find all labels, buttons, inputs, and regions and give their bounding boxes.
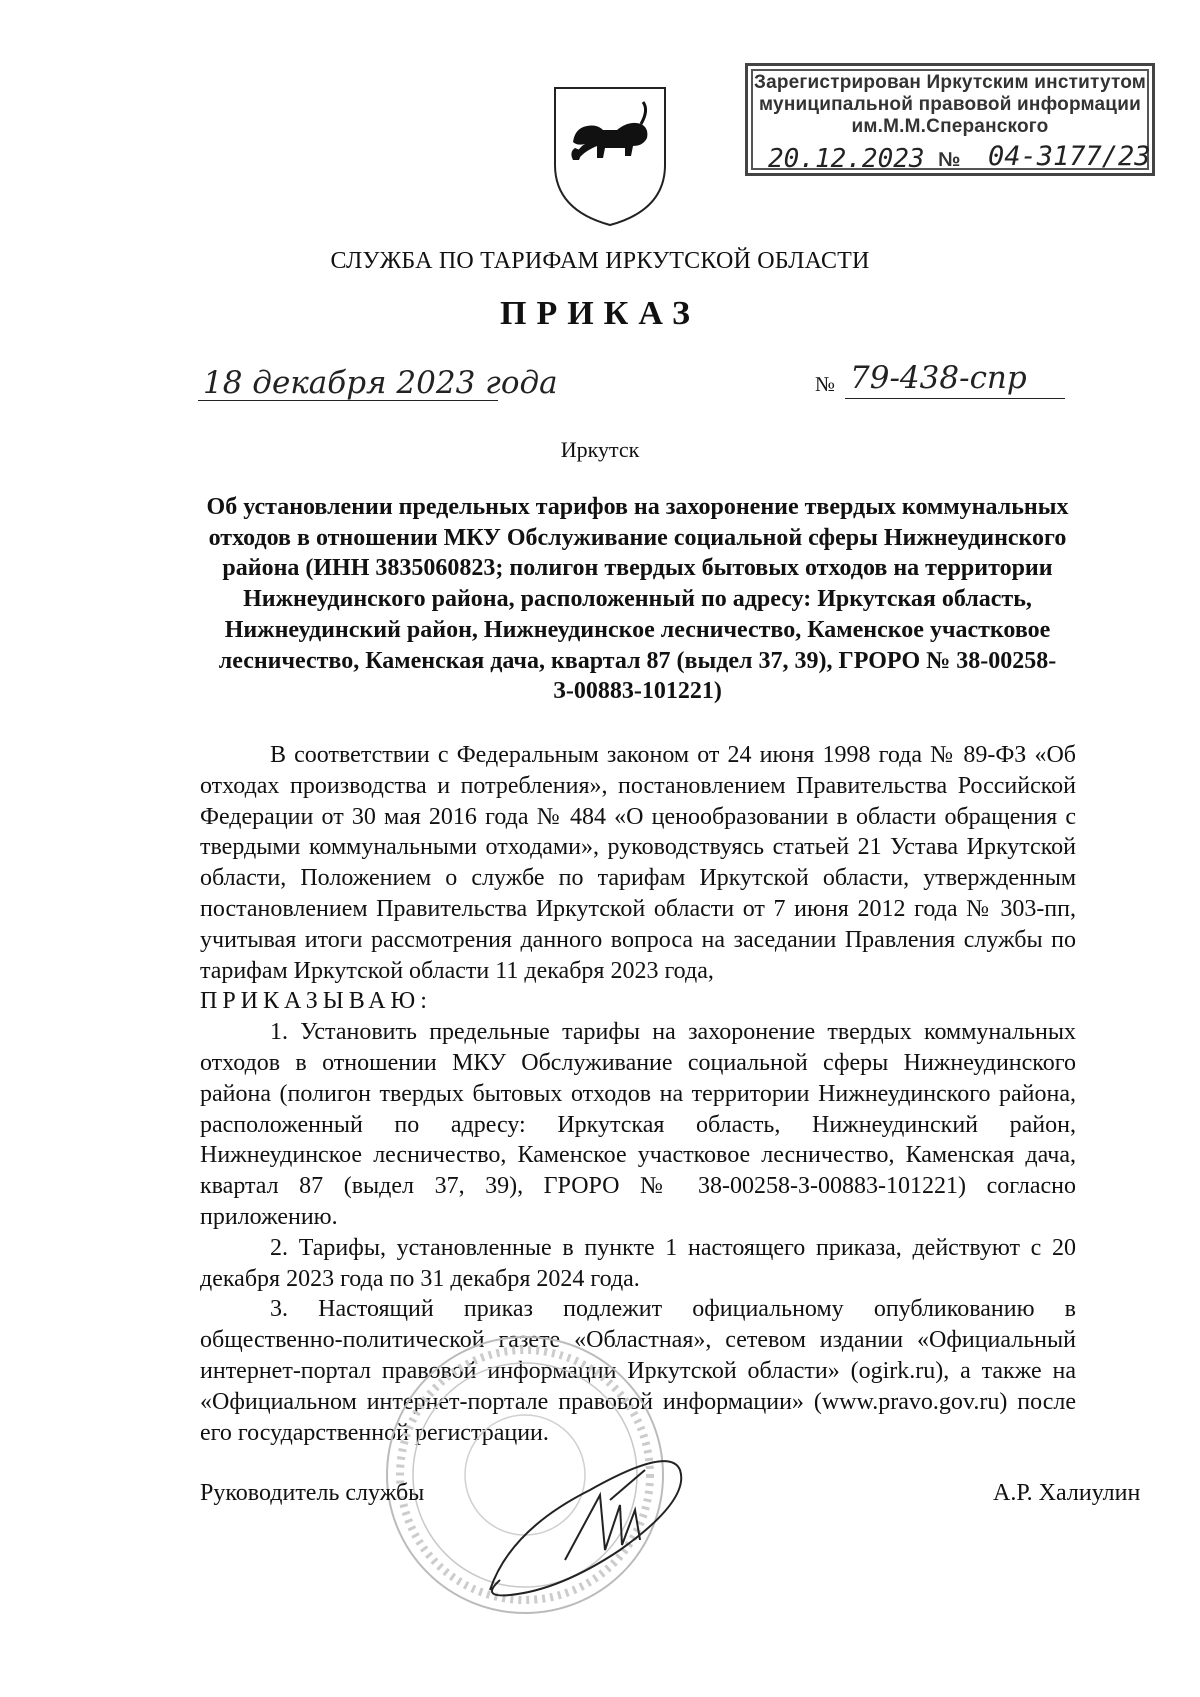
stamp-number: 04-3177/23 [988,141,1151,172]
order-item-3: 3. Настоящий приказ подлежит официальному опубликованию в общественно-политической газете «Областная», сетевом издании «Официальный интернет-портал правовой информации Иркутской области» (ogirk.ru), а также на «Официальном интернет-портале правовой информации» (www.pravo.gov.ru) после его государственной регистрации. [200,1296,1076,1446]
order-item-2: 2. Тарифы, установленные в пункте 1 настоящего приказа, действуют с 20 декабря 2023 года по 31 декабря 2024 года. [200,1234,1076,1292]
stamp-line-1: Зарегистрирован Иркутским институтом [753,72,1147,93]
date-underline [198,400,498,401]
irkutsk-coat-of-arms-icon [545,80,675,230]
signer-position: Руководитель службы [200,1480,425,1506]
order-number-label: № [815,372,836,396]
signer-name: А.Р. Халиулин [993,1480,1141,1506]
stamp-line-2: муниципальной правовой информации [759,94,1141,115]
handwritten-signature [470,1410,730,1610]
agency-name: СЛУЖБА ПО ТАРИФАМ ИРКУТСКОЙ ОБЛАСТИ [330,248,870,274]
stamp-number-label: № [938,149,961,171]
stamp-date: 20.12.2023 [768,144,925,174]
order-date: 18 декабря 2023 года [203,365,558,401]
preamble-paragraph: В соответствии с Федеральным законом от 24 июня 1998 года № 89-ФЗ «Об отходах производства и потребления», постановлением Правительства Российской Федерации от 30 мая 2016 года № 484 «О ценообразовании в области обращения с твердыми коммунальными отходами», руководствуясь статьей 21 Устава Иркутской области, Положением о службе по тарифам Иркутской области, утвержденным постановлением Правительства Иркутской области от 7 июня 2012 года № 303-пп, учитывая итоги рассмотрения данного вопроса на заседании Правления службы по тарифам Иркутской области 11 декабря 2023 года, [200,742,1076,984]
order-item-1: 1. Установить предельные тарифы на захоронение твердых коммунальных отходов в отношении МКУ Обслуживание социальной сферы Нижнеудинского района (полигон твердых бытовых отходов на территории Нижнеудинского района, расположенный по адресу: Иркутская область, Нижнеудинский район, Нижнеудинское лесничество, Каменское участковое лесничество, Каменская дача, квартал 87 (выдел 37, 39), ГРОРО № 38-00258-З-00883-101221) согласно приложению. [200,1019,1076,1230]
document-type: ПРИКАЗ [500,295,700,332]
registration-stamp [745,63,1155,176]
city: Иркутск [560,437,640,462]
order-number: 79-438-спр [850,360,1027,396]
document-title: Об установлении предельных тарифов на захоронение твердых коммунальных отходов в отношении МКУ Обслуживание социальной сферы Нижнеудинского района (ИНН 3835060823; полигон твердых бытовых отходов на территории Нижнеудинского района, расположенный по адресу: Иркутская область, Нижнеудинский район, Нижнеудинское лесничество, Каменское участковое лесничество, Каменская дача, квартал 87 (выдел 37, 39), ГРОРО № 38-00258-З-00883-101221) [206,494,1069,705]
number-underline [845,398,1065,399]
order-word: ПРИКАЗЫВАЮ: [200,988,432,1015]
stamp-line-3: им.М.М.Сперанского [851,116,1049,137]
